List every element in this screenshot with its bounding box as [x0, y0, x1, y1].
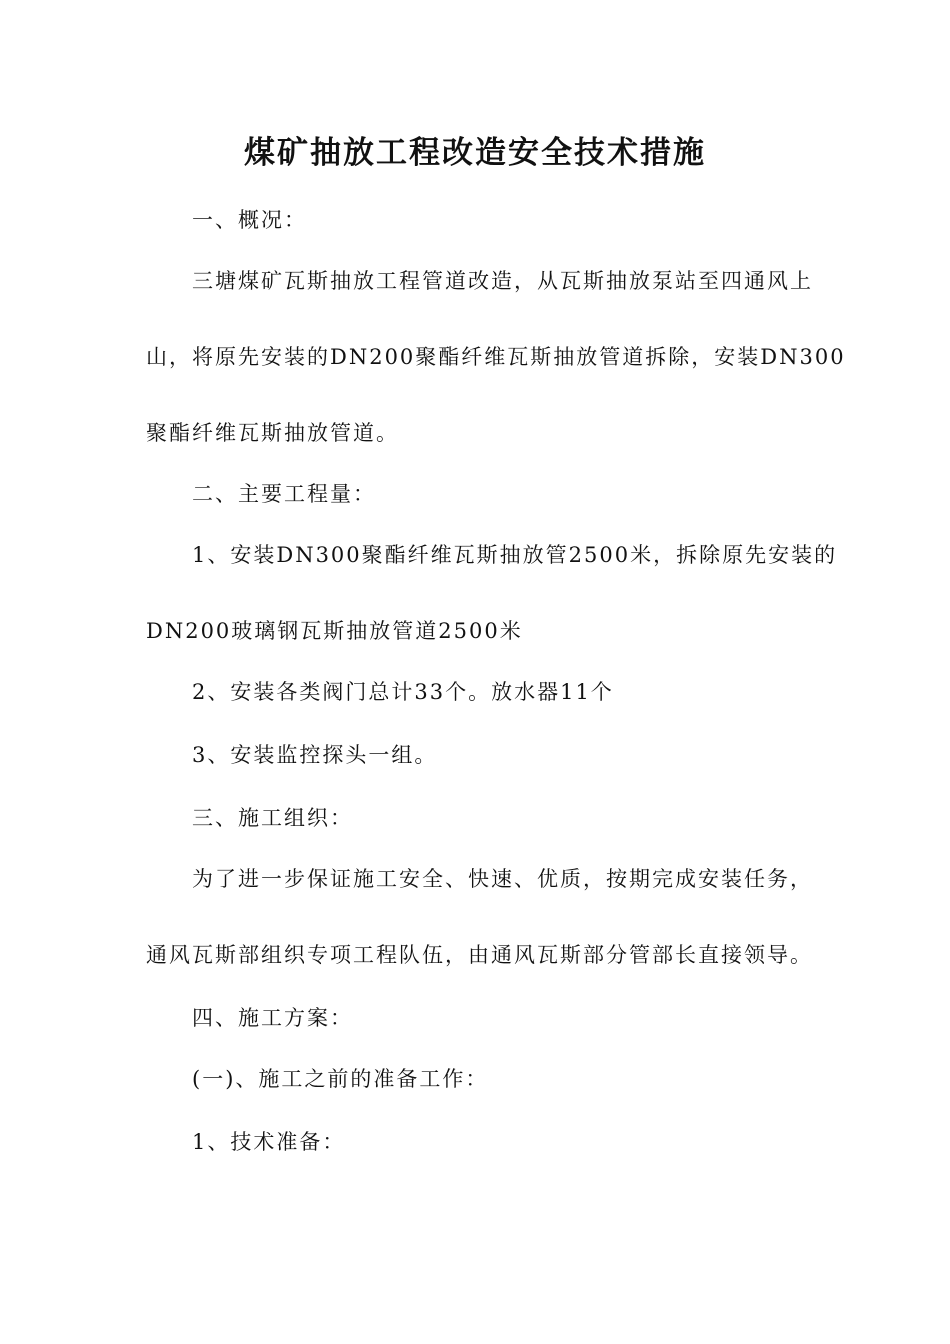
- paragraph-line: 三塘煤矿瓦斯抽放工程管道改造，从瓦斯抽放泵站至四通风上: [192, 269, 813, 293]
- subsection-heading-technical: 1、技术准备：: [192, 1130, 346, 1154]
- paragraph-line: 为了进一步保证施工安全、快速、优质，按期完成安装任务，: [192, 867, 813, 891]
- paragraph-line: 3、安装监控探头一组。: [192, 743, 438, 767]
- section-heading-organization: 三、施工组织：: [192, 806, 353, 830]
- section-heading-workload: 二、主要工程量：: [192, 482, 376, 506]
- paragraph-line: DN200玻璃钢瓦斯抽放管道2500米: [146, 619, 523, 643]
- paragraph-line: 1、安装DN300聚酯纤维瓦斯抽放管2500米，拆除原先安装的: [192, 543, 838, 567]
- paragraph-line: 2、安装各类阀门总计33个。放水器11个: [192, 680, 614, 704]
- paragraph-line: 聚酯纤维瓦斯抽放管道。: [146, 421, 399, 445]
- paragraph-line: 山，将原先安装的DN200聚酯纤维瓦斯抽放管道拆除，安装DN300: [146, 345, 846, 369]
- subsection-heading-preparation: (一)、施工之前的准备工作：: [192, 1067, 489, 1091]
- document-title: 煤矿抽放工程改造安全技术措施: [244, 135, 706, 171]
- section-heading-plan: 四、施工方案：: [192, 1006, 353, 1030]
- paragraph-line: 通风瓦斯部组织专项工程队伍，由通风瓦斯部分管部长直接领导。: [146, 943, 813, 967]
- section-heading-overview: 一、概况：: [192, 208, 307, 232]
